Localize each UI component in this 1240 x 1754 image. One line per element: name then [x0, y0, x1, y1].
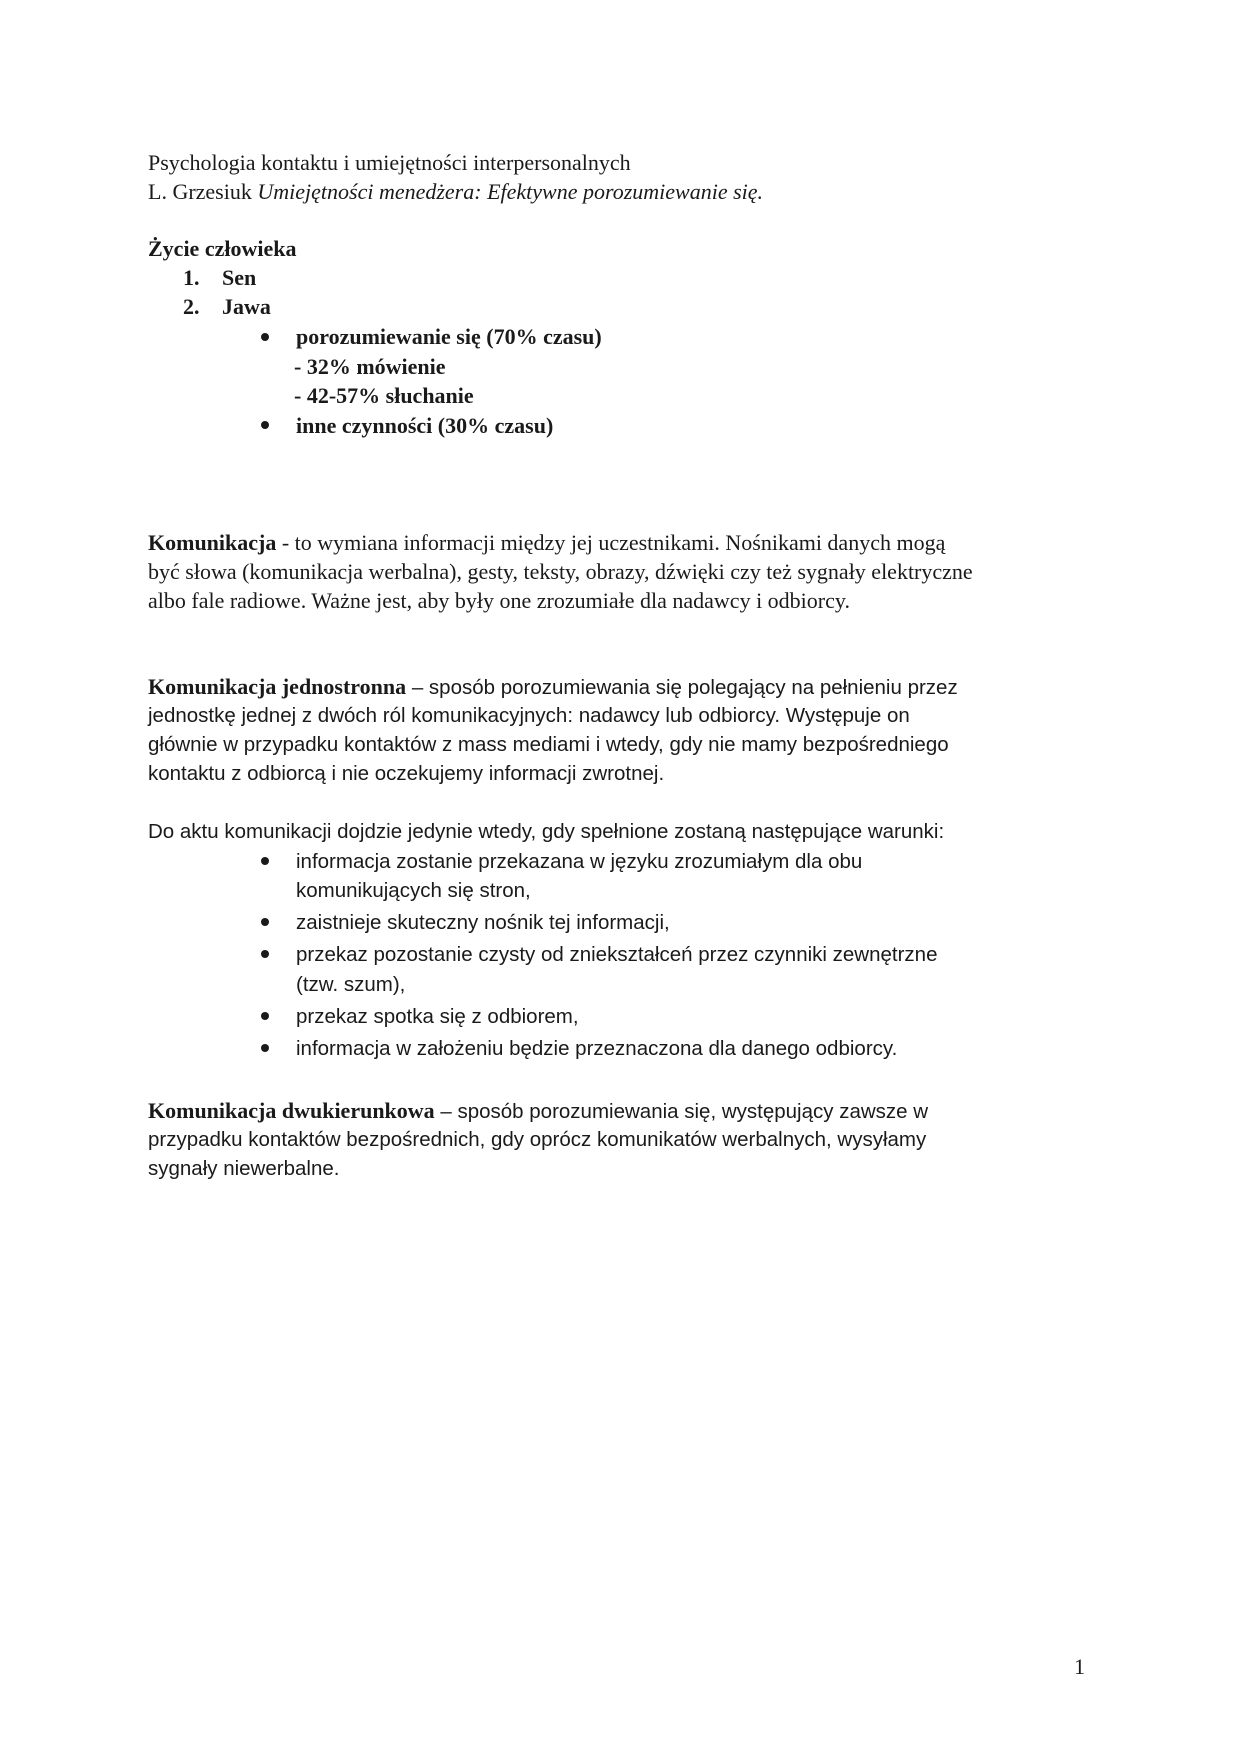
- definition-line: jednostkę jednej z dwóch ról komunikacyjnych: nadawcy lub odbiorcy. Występuje on: [148, 704, 910, 727]
- bullet-icon: [261, 333, 269, 341]
- bullet-icon: [261, 1044, 269, 1052]
- reference-line: [148, 177, 763, 206]
- bullet-icon: [261, 421, 269, 429]
- sub-item: - 32% mówienie: [294, 354, 446, 379]
- book-title: Umiejętności menedżera: Efektywne porozumiewanie się.: [257, 179, 764, 204]
- bullet-icon: [261, 950, 269, 958]
- numbered-item-number: 2.: [183, 294, 200, 319]
- definition-line: sygnały niewerbalne.: [148, 1157, 340, 1180]
- definition-line: głównie w przypadku kontaktów z mass mediami i wtedy, gdy nie mamy bezpośredniego: [148, 733, 949, 756]
- two-way-definition: Komunikacja dwukierunkowa – sposób porozumiewania się, występujący zawsze w: [148, 1098, 929, 1123]
- term: Komunikacja: [148, 530, 277, 555]
- bullet-item: porozumiewanie się (70% czasu): [296, 324, 602, 349]
- bullet-item: inne czynności (30% czasu): [296, 413, 554, 438]
- bullet-icon: [261, 857, 269, 865]
- numbered-item-number: 1.: [183, 265, 200, 290]
- condition-item-continuation: (tzw. szum),: [296, 973, 406, 996]
- conditions-intro: Do aktu komunikacji dojdzie jedynie wtedy, gdy spełnione zostaną następujące warunki:: [148, 820, 945, 843]
- term: Komunikacja dwukierunkowa: [148, 1098, 435, 1123]
- section-heading: Życie człowieka: [148, 236, 297, 261]
- bullet-icon: [261, 1012, 269, 1020]
- communication-definition: [148, 528, 1093, 557]
- author: L. Grzesiuk: [148, 179, 252, 204]
- definition-line: albo fale radiowe. Ważne jest, aby były one zrozumiałe dla nadawcy i odbiorcy.: [148, 588, 850, 613]
- condition-item: informacja zostanie przekazana w języku zrozumiałym dla obu: [296, 850, 863, 873]
- page-number: 1: [1074, 1654, 1085, 1679]
- numbered-item-label: Sen: [222, 265, 257, 290]
- term: Komunikacja jednostronna: [148, 674, 407, 699]
- condition-item: informacja w założeniu będzie przeznaczona dla danego odbiorcy.: [296, 1037, 898, 1060]
- numbered-item-label: Jawa: [222, 294, 271, 319]
- condition-item-continuation: komunikujących się stron,: [296, 879, 531, 902]
- definition-line: kontaktu z odbiorcą i nie oczekujemy informacji zwrotnej.: [148, 762, 665, 785]
- definition-line: przypadku kontaktów bezpośrednich, gdy oprócz komunikatów werbalnych, wysyłamy: [148, 1128, 927, 1151]
- one-way-definition: Komunikacja jednostronna – sposób porozumiewania się polegający na pełnieniu przez: [148, 674, 958, 699]
- condition-item: przekaz pozostanie czysty od zniekształceń przez czynniki zewnętrzne: [296, 943, 938, 966]
- course-title: Psychologia kontaktu i umiejętności interpersonalnych: [148, 150, 631, 175]
- bullet-icon: [261, 918, 269, 926]
- definition-line: być słowa (komunikacja werbalna), gesty, teksty, obrazy, dźwięki czy też sygnały elektryczne: [148, 559, 973, 584]
- condition-item: przekaz spotka się z odbiorem,: [296, 1005, 579, 1028]
- sub-item: - 42-57% słuchanie: [294, 383, 474, 408]
- condition-item: zaistnieje skuteczny nośnik tej informacji,: [296, 911, 670, 934]
- definition-line: Komunikacja - to wymiana informacji między jej uczestnikami. Nośnikami danych mogą: [148, 530, 946, 555]
